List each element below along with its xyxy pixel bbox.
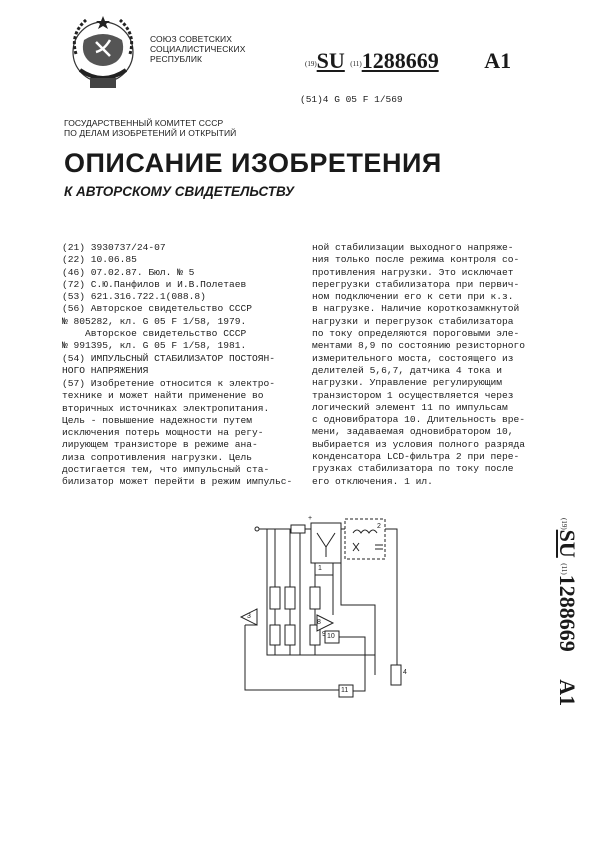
abstract-line: нагрузки и перегрузок стабилизатора [312,315,514,327]
abstract-line: технике и может найти применение во [62,390,264,402]
biblio-line: № 991395, кл. G 05 F 1/58, 1981. [62,340,247,352]
biblio-line: (54) ИМПУЛЬСНЫЙ СТАБИЛИЗАТОР ПОСТОЯН- [62,352,276,364]
abstract-line: (57) Изобретение относится к электро- [62,378,276,389]
country-code: SU [555,529,580,558]
country-code-label: (19) [560,518,568,530]
diagram-label: 4 [403,669,407,676]
ussr-emblem [60,12,146,98]
patent-number: 1288669 [361,48,439,73]
page-title: ОПИСАНИЕ ИЗОБРЕТЕНИЯ [64,148,442,178]
abstract-line: вторичных источниках электропитания. [62,402,270,414]
committee-line: ПО ДЕЛАМ ИЗОБРЕТЕНИЙ И ОТКРЫТИЙ [64,128,237,138]
biblio-line: (46) 07.02.87. Бюл. № 5 [62,266,195,278]
abstract-line: Цель - повышение надежности путем [62,414,252,426]
abstract-line: грузках стабилизатора по току после [312,463,514,475]
abstract-line: противления нагрузки. Это исключает [312,266,514,278]
abstract-line: достигается тем, что импульсный ста- [62,464,270,476]
org-line: СОЦИАЛИСТИЧЕСКИХ [150,44,246,54]
diagram-label: 9 [322,631,326,638]
abstract-line: транзистором 1 осуществляется через [312,389,514,401]
biblio-line: (56) Авторское свидетельство СССР [62,303,252,315]
country-code-label: (19) [305,60,317,68]
abstract-line: перегрузки стабилизатора при первич- [312,278,520,290]
org-name [150,34,245,64]
committee [64,118,236,138]
abstract-line: ментами 8,9 по состоянию резисторного [312,340,526,352]
abstract-left [62,378,292,489]
abstract-line: ной стабилизации выходного напряже- [312,242,514,253]
biblio-line: (22) 10.06.85 [62,254,137,266]
abstract-line: билизатор может перейти в режим импульс- [62,476,293,488]
number-code-label: (11) [350,60,362,68]
abstract-line: логический элемент 11 по импульсам [312,401,508,413]
diagram-label: + [308,515,313,522]
rotated-patent-number [554,518,580,706]
number-code-label: (11) [560,563,568,575]
abstract-line: делителей 5,6,7, датчика 4 тока и [312,364,502,376]
patent-kind: A1 [555,679,580,707]
abstract-right [312,242,525,488]
abstract-line: в нагрузке. Наличие короткозамкнутой [312,303,520,315]
abstract-line: лирующем транзисторе в режиме ана- [62,439,258,451]
abstract-line: мени, задаваемая одновибратором 10, [312,426,514,438]
abstract-line: нагрузки. Управление регулирующим [312,377,502,389]
abstract-line: ном подключении его к сети при к.з. [312,291,514,303]
abstract-line: ния только после режима контроля со- [312,254,520,266]
abstract-line: лизa сопротивления нагрузки. Цель [62,451,252,463]
biblio-line: НОГО НАПРЯЖЕНИЯ [62,364,149,376]
diagram-label: 3 [247,613,251,620]
abstract-line: конденсатора LCD-фильтра 2 при пере- [312,451,520,463]
abstract-line: измерительного моста, состоящего из [312,352,514,364]
abstract-line: исключения потерь мощности на регу- [62,427,264,439]
page-subtitle: К АВТОРСКОМУ СВИДЕТЕЛЬСТВУ [64,184,295,199]
abstract-line: выбирается из условия полного разряда [312,438,526,450]
abstract-line: с одновибратора 10. Длительность вре- [312,414,526,426]
biblio-line: Авторское свидетельство СССР [62,328,247,340]
biblio-line: (53) 621.316.722.1(088.8) [62,291,206,303]
ipc-class: (51)4 G 05 F 1/569 [300,94,403,105]
diagram-labels [225,505,415,705]
diagram-label: 11 [341,687,349,694]
org-line: РЕСПУБЛИК [150,54,203,64]
diagram-label: 10 [327,633,335,640]
committee-line: ГОСУДАРСТВЕННЫЙ КОМИТЕТ СССР [64,118,224,128]
biblio-line: № 805282, кл. G 05 F 1/58, 1979. [62,315,247,327]
diagram-label: 2 [377,523,381,530]
publication-number [305,48,511,74]
patent-number: 1288669 [555,574,580,652]
biblio-line: (72) С.Ю.Панфилов и И.В.Полетаев [62,278,247,290]
diagram-label: 1 [318,565,322,572]
country-code: SU [316,48,345,73]
abstract-line: по току определяются пороговыми эле- [312,328,520,340]
diagram-label: 8 [317,619,321,626]
org-line: СОЮЗ СОВЕТСКИХ [150,34,233,44]
patent-kind: A1 [484,48,512,73]
biblio-line: (21) 3930737/24-07 [62,242,166,253]
abstract-line: его отключения. 1 ил. [312,475,433,487]
biblio-block [62,242,275,377]
